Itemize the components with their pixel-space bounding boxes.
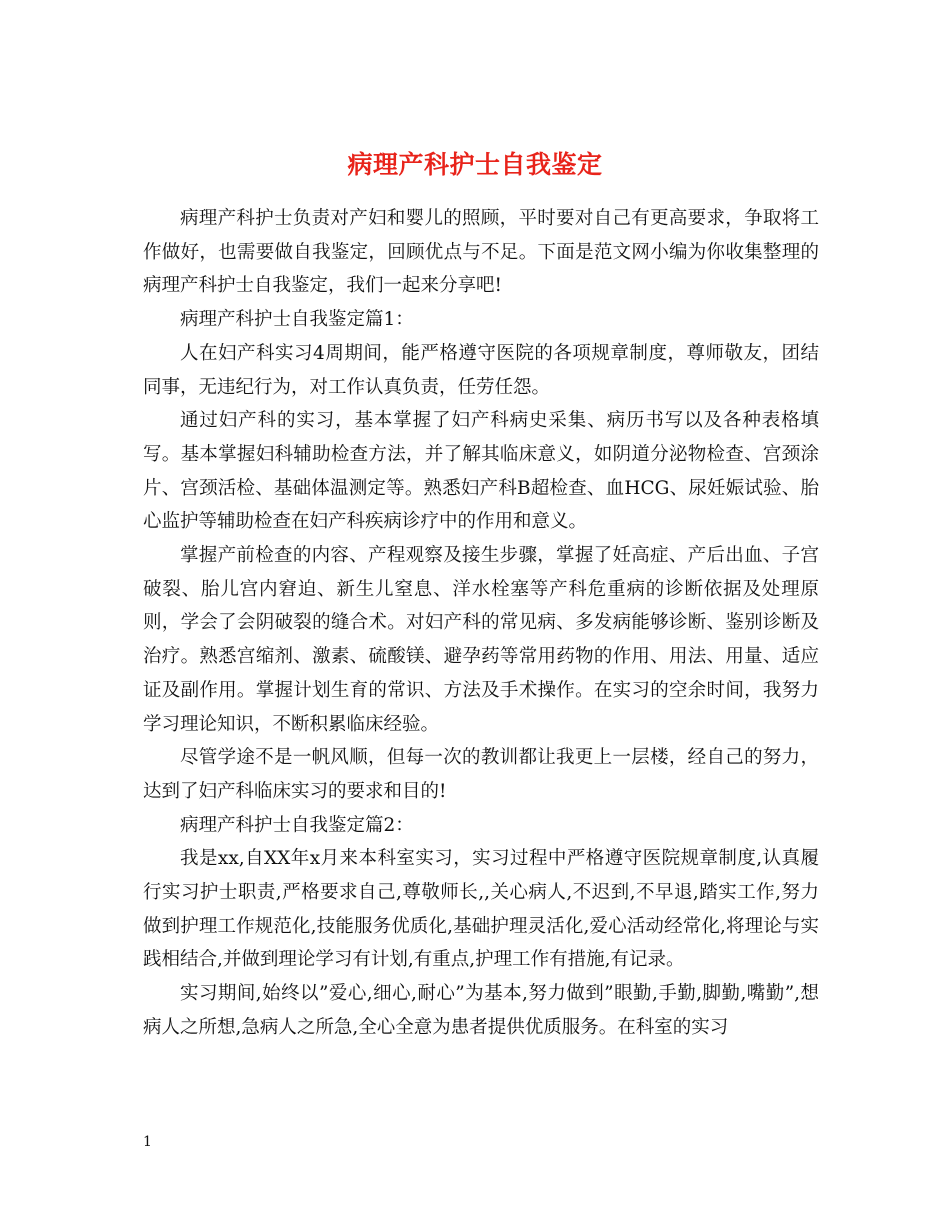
section-heading-2: 病理产科护士自我鉴定篇2： — [180, 814, 414, 836]
paragraph: 通过妇产科的实习，基本掌握了妇产科病史采集、病历书写以及各种表格填写。基本掌握妇科辅助检查方法，并了解其临床意义，如阴道分泌物检查、宫颈涂片、宫颈活检、基础体温测定等。熟悉妇产科B超检查、血HCG、尿妊娠试验、胎心监护等辅助检查在妇产科疾病诊疗中的作用和意义。 — [143, 410, 819, 533]
paragraph: 尽管学途不是一帆风顺，但每一次的教训都让我更上一层楼，经自己的努力，达到了妇产科临床实习的要求和目的! — [143, 747, 819, 802]
paragraph: 掌握产前检查的内容、产程观察及接生步骤，掌握了妊高症、产后出血、子宫破裂、胎儿宫内窘迫、新生儿窒息、洋水栓塞等产科危重病的诊断依据及处理原则，学会了会阴破裂的缝合术。对妇产科的常见病、多发病能够诊断、鉴别诊断及治疗。熟悉宫缩剂、激素、硫酸镁、避孕药等常用药物的作用、用法、用量、适应证及副作用。掌握计划生育的常识、方法及手术操作。在实习的空余时间，我努力学习理论知识，不断积累临床经验。 — [143, 545, 819, 735]
paragraph: 我是xx,自XX年x月来本科室实习，实习过程中严格遵守医院规章制度,认真履行实习护士职责,严格要求自己,尊敬师长,,关心病人,不迟到,不早退,踏实工作,努力做到护理工作规范化,技能服务优质化,基础护理灵活化,爱心活动经常化,将理论与实践相结合,并做到理论学习有计划,有重点,护理工作有措施,有记录。 — [143, 848, 819, 971]
document-body — [143, 202, 819, 1045]
paragraph: 实习期间,始终以”爱心,细心,耐心”为基本,努力做到”眼勤,手勤,脚勤,嘴勤”,想病人之所想,急病人之所急,全心全意为患者提供优质服务。在科室的实习 — [143, 983, 819, 1038]
document-title: 病理产科护士自我鉴定 — [347, 149, 603, 179]
intro-paragraph: 病理产科护士负责对产妇和婴儿的照顾，平时要对自己有更高要求，争取将工作做好，也需要做自我鉴定，回顾优点与不足。下面是范文网小编为你收集整理的病理产科护士自我鉴定，我们一起来分享吧! — [143, 208, 819, 297]
page-number: 1 — [143, 1134, 152, 1150]
paragraph: 人在妇产科实习4周期间，能严格遵守医院的各项规章制度，尊师敬友，团结同事，无违纪行为，对工作认真负责，任劳任怨。 — [143, 342, 819, 398]
section-heading-1: 病理产科护士自我鉴定篇1： — [180, 309, 414, 331]
